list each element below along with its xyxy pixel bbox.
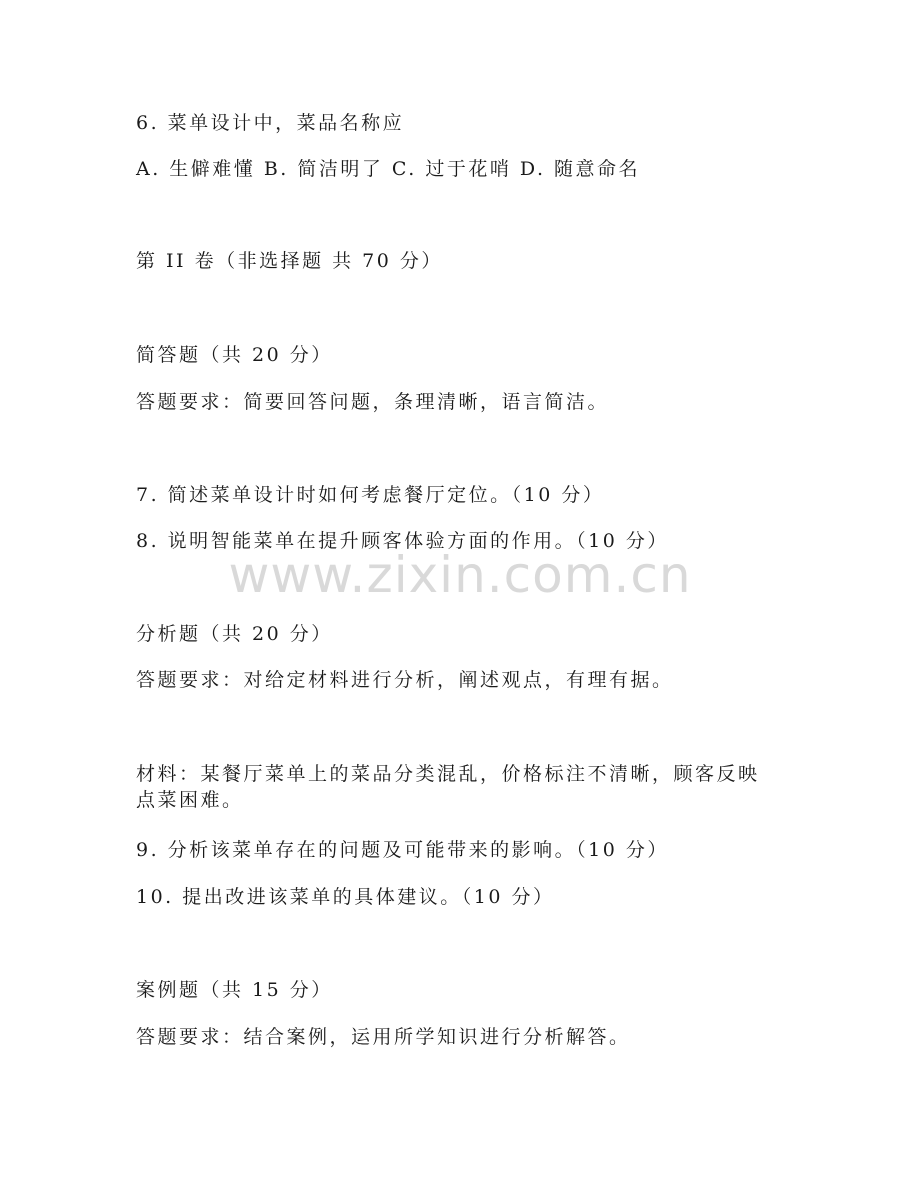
- analysis-requirement: 答题要求：对给定材料进行分析，阐述观点，有理有据。: [136, 669, 674, 691]
- short-answer-requirement: 答题要求：简要回答问题，条理清晰，语言简洁。: [136, 391, 610, 413]
- question-8: 8. 说明智能菜单在提升顾客体验方面的作用。（10 分）: [136, 530, 669, 552]
- question-6-options: A. 生僻难懂 B. 简洁明了 C. 过于花哨 D. 随意命名: [136, 158, 641, 180]
- analysis-material: 材料：某餐厅菜单上的菜品分类混乱，价格标注不清晰，顾客反映点菜困难。: [136, 763, 760, 811]
- part-2-title: 第 II 卷（非选择题 共 70 分）: [136, 250, 443, 272]
- question-10: 10. 提出改进该菜单的具体建议。（10 分）: [136, 886, 555, 908]
- case-heading: 案例题（共 15 分）: [136, 979, 333, 1001]
- watermark: www.zixin.com.cn: [228, 546, 692, 604]
- question-7: 7. 简述菜单设计时如何考虑餐厅定位。（10 分）: [136, 484, 605, 506]
- question-6-stem: 6. 菜单设计中，菜品名称应: [136, 112, 405, 134]
- question-9: 9. 分析该菜单存在的问题及可能带来的影响。（10 分）: [136, 839, 669, 861]
- short-answer-heading: 简答题（共 20 分）: [136, 344, 333, 366]
- analysis-heading: 分析题（共 20 分）: [136, 623, 333, 645]
- case-requirement: 答题要求：结合案例，运用所学知识进行分析解答。: [136, 1026, 631, 1048]
